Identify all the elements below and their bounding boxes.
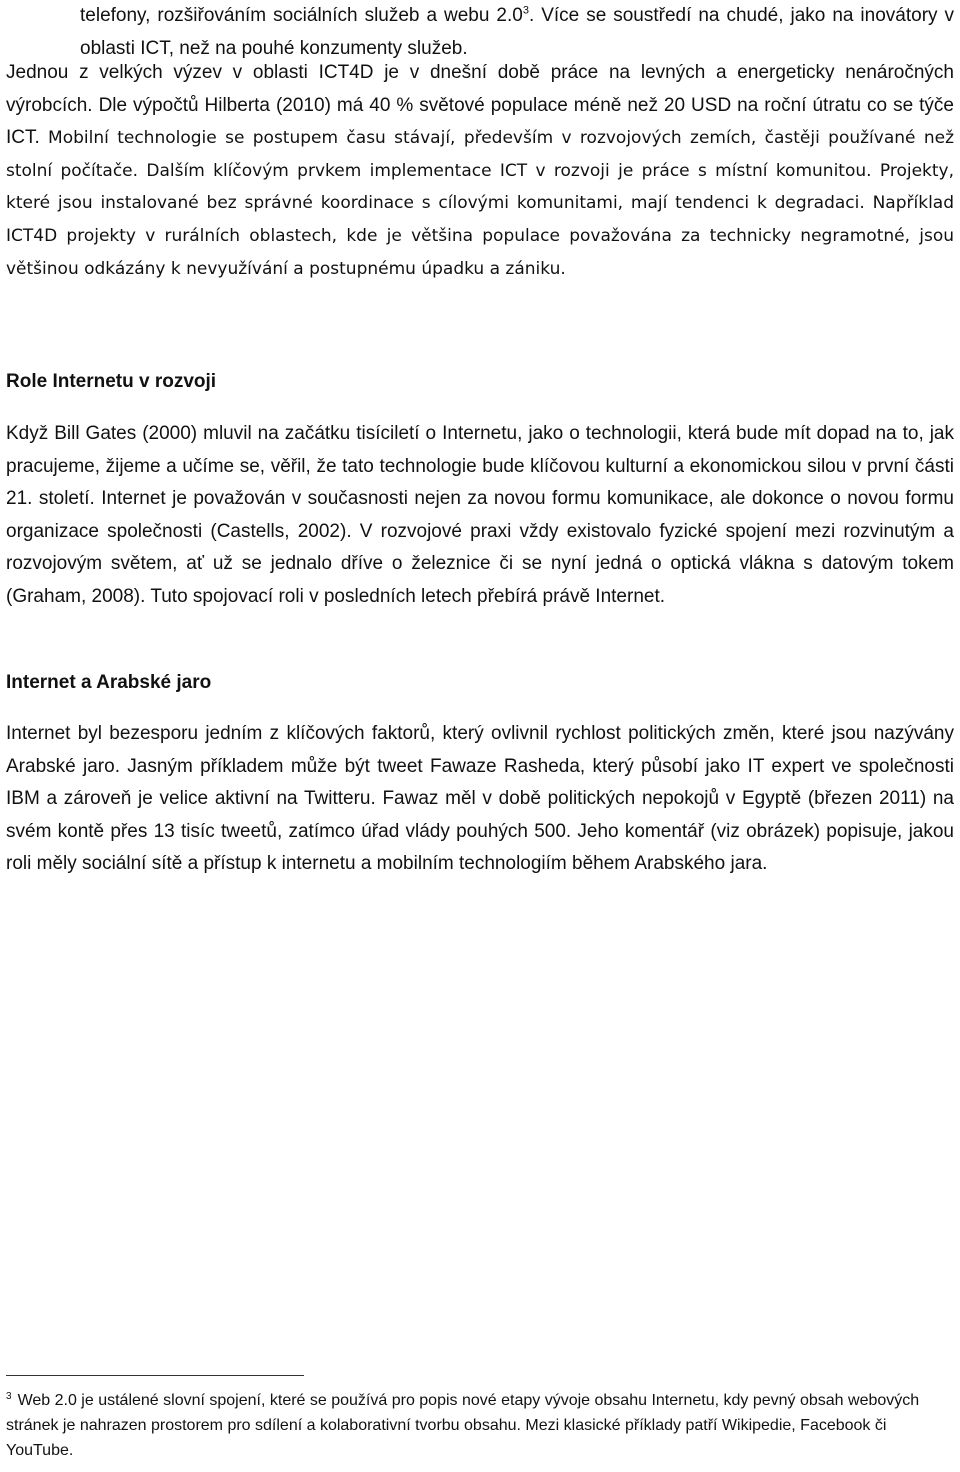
paragraph-internet-role: Když Bill Gates (2000) mluvil na začátku tisíciletí o Internetu, jako o technologii, která bude mít dopad na to, jak pracujeme, žijeme a učíme se, věřil, že tato technologie bude klíčovou kulturní a ekonomickou silou v první části 21. století. Internet je považován v současnosti nejen za novou formu komunikace, ale dokonce o novou formu organizace společnosti (Castells, 2002). V rozvojové praxi vždy existovalo fyzické spojení mezi rozvinutým a rozvojovým světem, ať už se jednalo dříve o železnice či se nyní jedná o optická vlákna s datovým tokem (Graham, 2008). Tuto spojovací roli v posledních letech přebírá právě Internet. — [6, 423, 954, 607]
footnote-number: 3 — [6, 1390, 12, 1402]
footnote-text: Web 2.0 je ustálené slovní spojení, které se používá pro popis nové etapy vývoje obsahu Internetu, kdy pevný obsah webových stránek je nahrazen prostorem pro sdílení a kolaborativní tvorbu obsahu. Mezi klasické příklady patří Wikipedie, Facebook či YouTube. — [6, 1392, 920, 1459]
paragraph-web2-intro — [80, 0, 954, 65]
footnote — [6, 1388, 946, 1463]
section-heading-internet-role: Role Internetu v rozvoji — [6, 371, 217, 392]
section-heading-arab-spring: Internet a Arabské jaro — [6, 672, 212, 693]
paragraph-text: telefony, rozšiřováním sociálních služeb a webu 2.0 — [80, 5, 523, 26]
paragraph-text: Jednou z velkých výzev v oblasti ICT4D je v dnešní době práce na levných a energeticky nenáročných výrobcích. Dle výpočtů Hilberta (2010) má 40 % světové populace méně než 20 USD na roční útratu co se týče ICT. — [6, 62, 954, 149]
footnote-reference: 3 — [522, 4, 529, 17]
paragraph-text: . Více se soustředí na chudé, jako na inovátory v oblasti ICT, než na pouhé konzumenty služeb. — [80, 5, 954, 59]
footnote-separator — [6, 1375, 304, 1376]
paragraph-ict4d-challenges — [6, 57, 954, 285]
paragraph-arab-spring: Internet byl bezesporu jedním z klíčových faktorů, který ovlivnil rychlost politických změn, které jsou nazývány Arabské jaro. Jasným příkladem může být tweet Fawaze Rasheda, který působí jako IT expert ve společnosti IBM a zároveň je velice aktivní na Twitteru. Fawaz měl v době politických nepokojů v Egyptě (březen 2011) na svém kontě přes 13 tisíc tweetů, zatímco úřad vlády pouhých 500. Jeho komentář (viz obrázek) popisuje, jakou roli měly sociální sítě a přístup k internetu a mobilním technologiím během Arabského jara. — [6, 723, 954, 875]
paragraph-text: Mobilní technologie se postupem času stávají, především v rozvojových zemích, častěji používané než stolní počítače. Dalším klíčovým prvkem implementace ICT v rozvoji je práce s místní komunitou. Projekty, které jsou instalované bez správné koordinace s cílovými komunitami, mají tendenci k degradaci. Například ICT4D projekty v rurálních oblastech, kde je většina populace považována za technicky negramotné, jsou většinou odkázány k nevyužívání a postupnému úpadku a zániku. — [6, 128, 955, 279]
